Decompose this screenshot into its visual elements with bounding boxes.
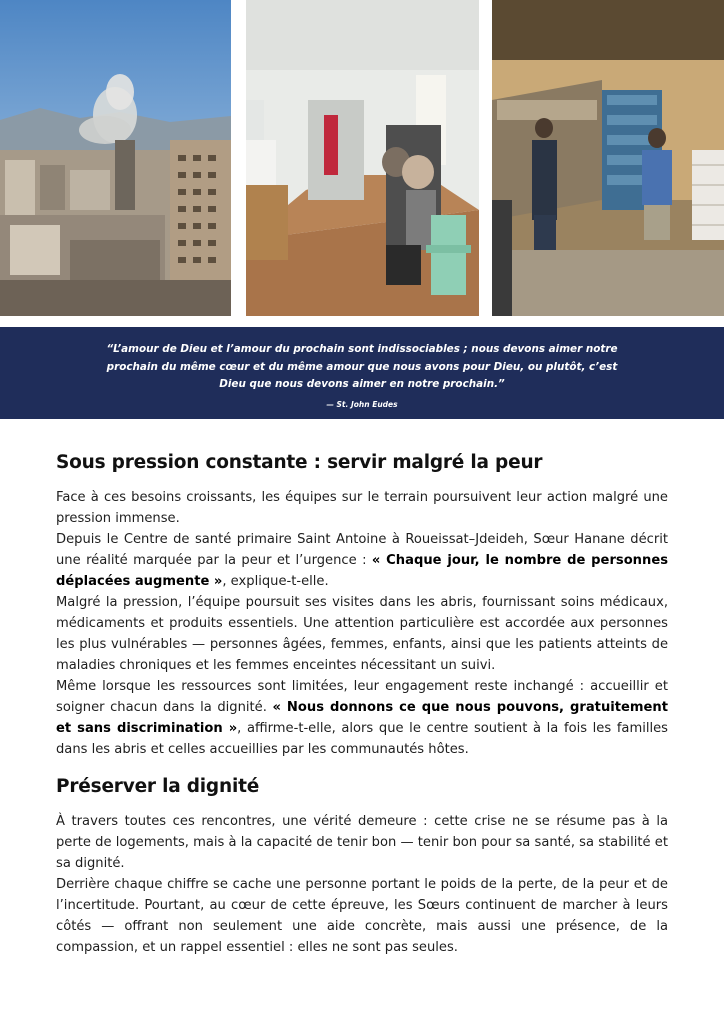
- paragraph: Derrière chaque chiffre se cache une personne portant le poids de la perte, de la peur et de l’incertitude. Pourtant, au cœur de cette épreuve, les Sœurs continuent de marcher à leurs côtés — offrant non seulement une aide concrète, mais aussi une présence, de la compassion, et un rappel essentiel : elles ne sont pas seules.: [56, 877, 668, 955]
- text: , affirme-t-elle, alors que le centre soutient à la fois les familles dans les abris et celles accueillies par les communautés hôtes.: [56, 721, 669, 757]
- photo-strip: [0, 0, 724, 316]
- section-heading-pressure: Sous pression constante : servir malgré la peur: [56, 452, 543, 473]
- quote-author: — St. John Eudes: [326, 399, 398, 409]
- paragraph: [56, 529, 668, 592]
- paragraph: Face à ces besoins croissants, les équipes sur le terrain poursuivent leur action malgré une pression immense.: [56, 490, 668, 526]
- paragraph: À travers toutes ces rencontres, une vérité demeure : cette crise ne se résume pas à la perte de logements, mais à la capacité de tenir bon — tenir bon pour sa santé, sa stabilité et sa dignité.: [56, 814, 668, 871]
- quote-line-1: “L’amour de Dieu et l’amour du prochain sont indissociables ; nous devons aimer notre: [106, 343, 618, 355]
- text: Même lorsque les ressources sont limitées, leur engagement reste inchangé : accueillir et soigner chacun dans la dignité.: [56, 679, 668, 715]
- text: , explique-t-elle.: [222, 574, 329, 589]
- quote-banner: [0, 327, 724, 419]
- quote-line-2: prochain du même cœur et du même amour que nous avons pour Dieu, ou plutôt, c’est: [106, 360, 618, 373]
- paragraph: [56, 676, 668, 760]
- bold-quote: « Chaque jour, le nombre de personnes déplacées augmente »: [56, 553, 669, 589]
- paragraph: Malgré la pression, l’équipe poursuit ses visites dans les abris, fournissant soins médicaux, médicaments et produits essentiels. Une attention particulière est accordée aux personnes les plus vulnérables — personnes âgées, femmes, enfants, ainsi que les patients atteints de maladies chroniques et les femmes enceintes nécessitant un suivi.: [56, 595, 668, 673]
- quote-line-3: Dieu que nous devons aimer en notre prochain.”: [219, 378, 505, 390]
- article-body: [56, 452, 668, 958]
- quote-text: [62, 341, 662, 394]
- text: Depuis le Centre de santé primaire Saint Antoine à Roueissat–Jdeideh, Sœur Hanane décrit une réalité marquée par la peur et l’urgence :: [56, 532, 668, 568]
- truck-unloading-photo: [492, 0, 724, 316]
- city-smoke-photo: [0, 0, 231, 316]
- section-heading-dignity: Préserver la dignité: [56, 776, 260, 797]
- bold-quote: « Nous donnons ce que nous pouvons, gratuitement et sans discrimination »: [56, 700, 668, 736]
- clinic-waiting-photo: [246, 0, 479, 316]
